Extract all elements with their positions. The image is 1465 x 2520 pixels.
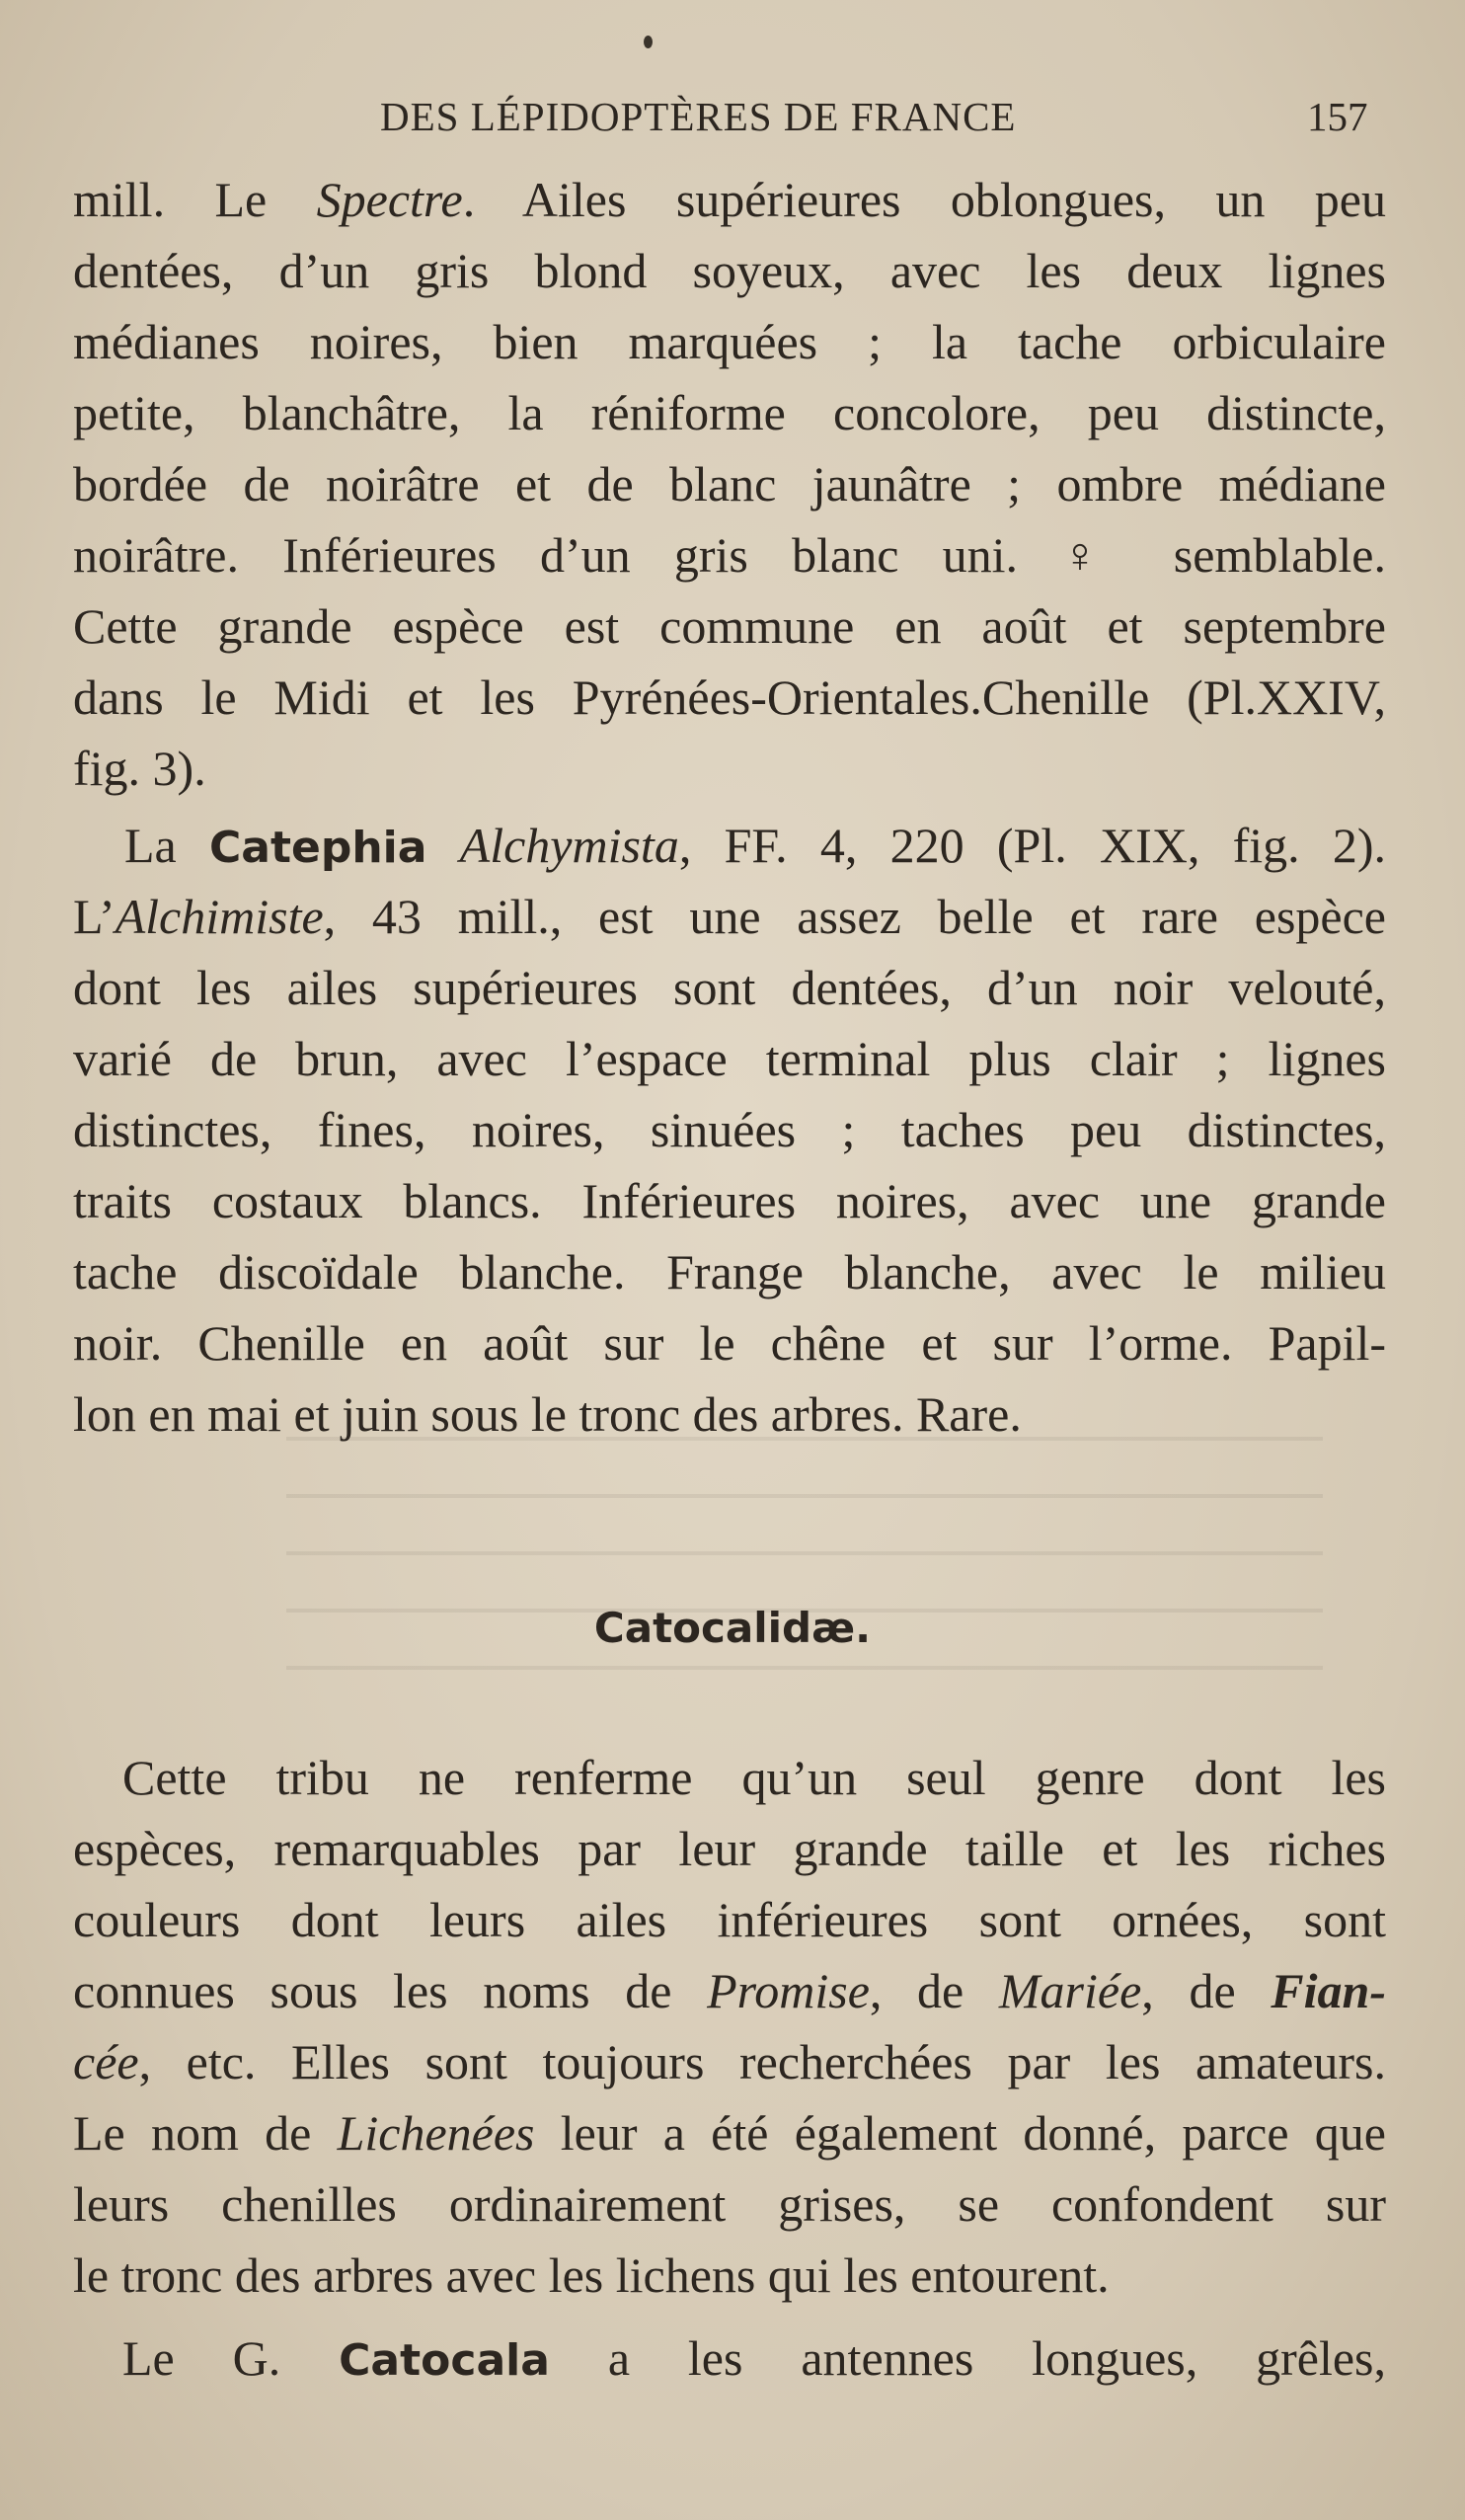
text-line: Cette grande espèce est commune en août et septembre	[73, 598, 1386, 654]
text-line: traits costaux blancs. Inférieures noires, avec une grande	[73, 1173, 1386, 1228]
text-line: distinctes, fines, noires, sinuées ; taches peu distinctes,	[73, 1102, 1386, 1157]
text-line: dentées, d’un gris blond soyeux, avec les deux lignes	[73, 243, 1386, 298]
text-line: dans le Midi et les Pyrénées-Orientales.Chenille (Pl.XXIV,	[73, 669, 1386, 725]
paragraph-spectre	[73, 164, 1386, 804]
running-header: DES LÉPIDOPTÈRES DE FRANCE	[380, 94, 1017, 139]
text-line: bordée de noirâtre et de blanc jaunâtre ; ombre médiane	[73, 456, 1386, 512]
text-line: La Catephia Alchymista, FF. 4, 220 (Pl. XIX, fig. 2).	[124, 818, 1386, 873]
text-line: lon en mai et juin sous le tronc des arbres. Rare.	[73, 1386, 1022, 1442]
text-line: noirâtre. Inférieures d’un gris blanc uni. ♀ semblable.	[73, 527, 1386, 583]
paragraph-catephia	[73, 810, 1386, 1450]
text-line: médianes noires, bien marquées ; la tache orbiculaire	[73, 314, 1386, 369]
text-line: L’Alchimiste, 43 mill., est une assez belle et rare espèce	[73, 889, 1386, 944]
paragraph-catocalidae	[73, 1742, 1386, 2311]
text-line: noir. Chenille en août sur le chêne et sur l’orme. Papil-	[73, 1315, 1386, 1371]
text-line: cée, etc. Elles sont toujours recherchées par les amateurs.	[73, 2034, 1386, 2089]
print-mark	[644, 36, 653, 48]
text-line: varié de brun, avec l’espace terminal plus clair ; lignes	[73, 1031, 1386, 1086]
page-number: 157	[1307, 94, 1368, 139]
text-line: petite, blanchâtre, la réniforme concolore, peu distincte,	[73, 385, 1386, 440]
text-line: tache discoïdale blanche. Frange blanche, avec le milieu	[73, 1244, 1386, 1299]
text-line: couleurs dont leurs ailes inférieures sont ornées, sont	[73, 1892, 1386, 1947]
text-line: espèces, remarquables par leur grande taille et les riches	[73, 1821, 1386, 1876]
text-line: Cette tribu ne renferme qu’un seul genre dont les	[122, 1750, 1386, 1805]
text-line: fig. 3).	[73, 741, 206, 796]
text-line: le tronc des arbres avec les lichens qui les entourent.	[73, 2247, 1110, 2303]
text-line: Le G. Catocala a les antennes longues, grêles,	[122, 2330, 1387, 2386]
text-line: connues sous les noms de Promise, de Mariée, de Fian-	[73, 1963, 1386, 2018]
bleed-through-shadow	[286, 1437, 1323, 1693]
text-line: mill. Le Spectre. Ailes supérieures oblongues, un peu	[73, 172, 1386, 227]
text-line: Le nom de Lichenées leur a été également donné, parce que	[73, 2105, 1386, 2161]
section-heading: Catocalidæ.	[593, 1604, 872, 1652]
paragraph-catocala	[73, 2323, 1386, 2394]
text-line: leurs chenilles ordinairement grises, se confondent sur	[73, 2176, 1386, 2232]
text-line: dont les ailes supérieures sont dentées, d’un noir velouté,	[73, 960, 1386, 1015]
